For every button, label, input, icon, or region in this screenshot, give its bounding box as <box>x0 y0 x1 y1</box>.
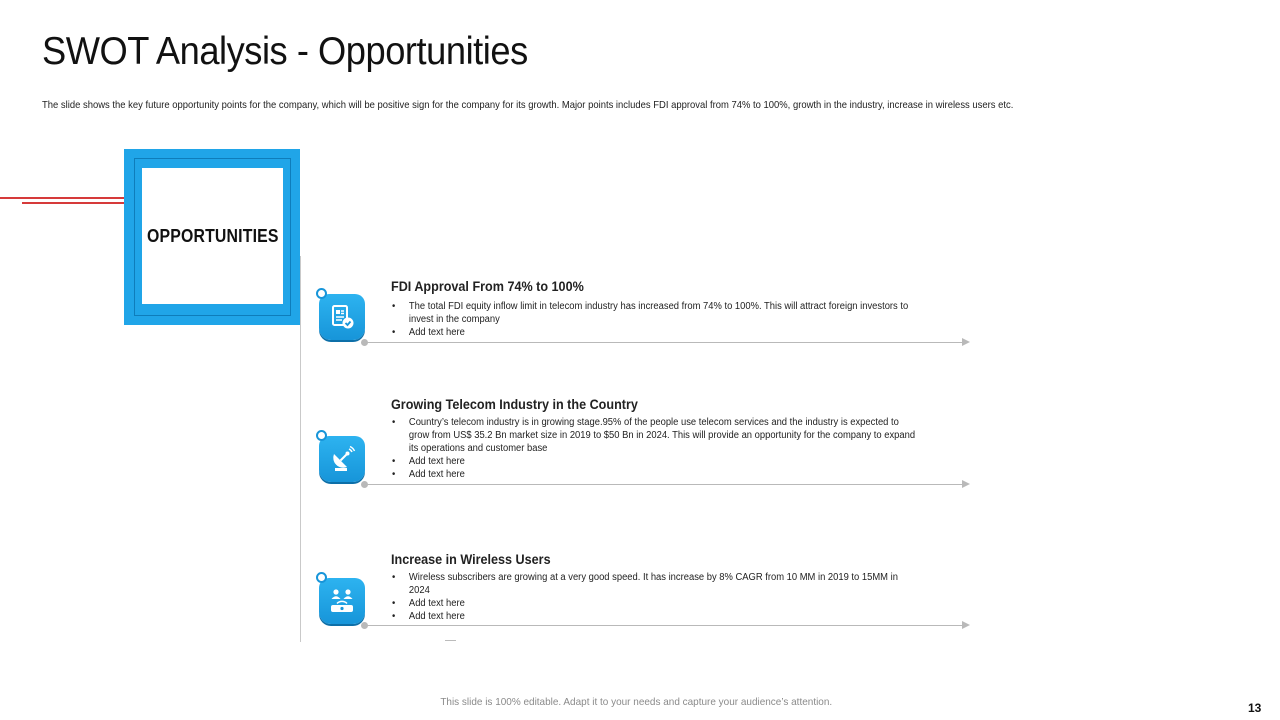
item-bullet-list <box>392 300 952 339</box>
bullet-text: • Wireless subscribers are growing at a very good speed. It has increase by 8% CAGR from 10 MM in 2019 to 15MM in 2024 <box>392 571 918 597</box>
bullet-text: • Add text here <box>392 597 918 610</box>
wireless-users-icon <box>328 587 356 615</box>
red-accent-line <box>0 197 124 199</box>
arrow-head <box>962 480 970 488</box>
red-accent-line <box>22 202 124 204</box>
item-title: FDI Approval From 74% to 100% <box>391 278 584 294</box>
arrow-line <box>364 342 964 343</box>
timeline-vertical-line <box>300 256 301 642</box>
item-title: Growing Telecom Industry in the Country <box>391 396 638 412</box>
timeline-node-dot <box>316 430 327 441</box>
slide-title: SWOT Analysis - Opportunities <box>42 30 528 73</box>
arrow-line <box>364 484 964 485</box>
item-icon-badge <box>319 578 365 624</box>
bullet-text: • Add text here <box>392 610 918 623</box>
item-icon-badge <box>319 436 365 482</box>
footer-text: This slide is 100% editable. Adapt it to your needs and capture your audience’s attention. <box>440 696 832 708</box>
arrow-line <box>364 625 964 626</box>
page-number: 13 <box>1248 701 1262 715</box>
timeline-node-dot <box>316 288 327 299</box>
arrow-head <box>962 621 970 629</box>
satellite-dish-icon <box>328 445 356 473</box>
slide-subtitle: The slide shows the key future opportunity points for the company, which will be positive sign for the company for its growth. Major points includes FDI approval from 74% to 100%, growth in the industry, increase in wireless users etc. <box>42 99 1014 111</box>
document-check-icon <box>328 303 356 331</box>
bullet-text: • The total FDI equity inflow limit in telecom industry has increased from 74% to 100%. This will attract foreign investors to invest in the company <box>392 300 918 326</box>
item-icon-badge <box>319 294 365 340</box>
bullet-text: • Country’s telecom industry is in growing stage.95% of the people use telecom services and the industry is expected to grow from US$ 35.2 Bn market size in 2019 to $50 Bn in 2024. This will provide an opportunity for the company to expand its operations and customer base <box>392 416 918 455</box>
arrow-head <box>962 338 970 346</box>
bullet-text: • Add text here <box>392 455 918 468</box>
opportunities-label: OPPORTUNITIES <box>146 225 279 246</box>
bullet-text: • Add text here <box>392 468 918 481</box>
opportunities-box <box>142 168 283 304</box>
item-title: Increase in Wireless Users <box>391 551 551 567</box>
bullet-text: • Add text here <box>392 326 918 339</box>
divider <box>445 640 456 641</box>
item-bullet-list <box>392 571 952 623</box>
item-bullet-list <box>392 416 952 481</box>
timeline-node-dot <box>316 572 327 583</box>
footer-note <box>0 696 1280 708</box>
